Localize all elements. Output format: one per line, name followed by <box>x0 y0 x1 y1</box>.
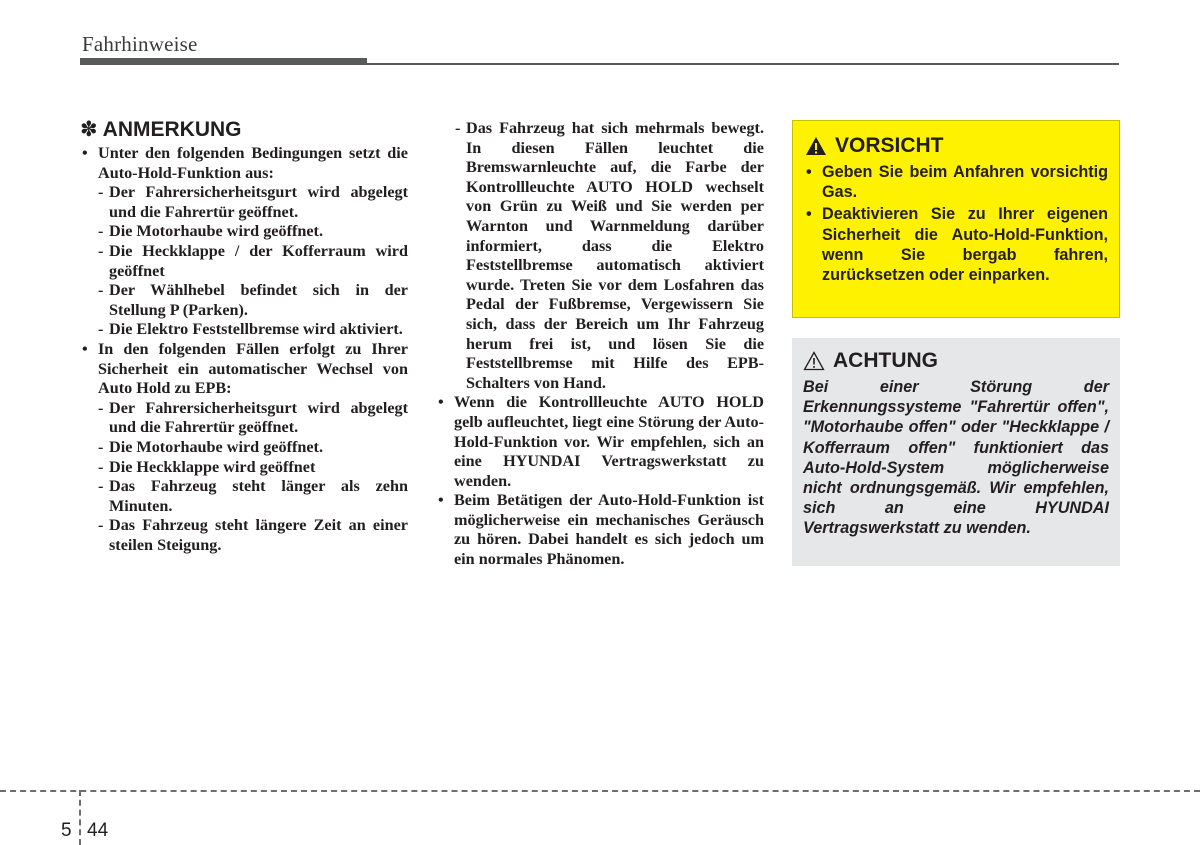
caution-box <box>792 120 1120 318</box>
note-sub-item: - Die Heckklappe wird geöffnet <box>80 458 408 478</box>
note-column-left <box>80 118 408 555</box>
warning-triangle-outline-icon <box>803 351 825 371</box>
warning-triangle-icon <box>805 136 827 156</box>
page-number: 44 <box>87 820 109 841</box>
chapter-number: 5 <box>61 820 72 841</box>
warning-heading-label: ACHTUNG <box>833 349 938 372</box>
footer-divider <box>0 790 1200 792</box>
note-sub-item: - Die Motorhaube wird geöffnet. <box>80 438 408 458</box>
warning-heading <box>803 348 1109 374</box>
note-sub-item: - Der Fahrersicherheitsgurt wird abgelegt und die Fahrertür geöffnet. <box>80 399 408 438</box>
page-header-title: Fahrhinweise <box>82 32 198 56</box>
note-bullet-1: • Unter den folgenden Bedingungen setzt die Auto-Hold-Funktion aus: <box>80 144 408 183</box>
note-sub-item: - Der Wählhebel befindet sich in der Stellung P (Parken). <box>80 281 408 320</box>
warning-text: Bei einer Störung der Erkennungssysteme "Fahrertür offen", "Motorhaube offen" oder "Heckklappe / Kofferraum offen" funktioniert das Auto-Hold-System möglicherweise nicht ordnungsgemäß. Wir empfehlen, sich an eine HYUNDAI Vertragswerkstatt zu wenden. <box>803 378 1109 538</box>
note-column-middle <box>436 119 764 570</box>
caution-item: • Geben Sie beim Anfahren vorsichtig Gas. <box>805 162 1108 202</box>
note-heading: ✽ ANMERKUNG <box>80 118 242 141</box>
note-sub-item: - Das Fahrzeug steht längere Zeit an einer steilen Steigung. <box>80 516 408 555</box>
note-sub-item: - Die Motorhaube wird geöffnet. <box>80 222 408 242</box>
note-sub-item: - Die Heckklappe / der Kofferraum wird geöffnet <box>80 242 408 281</box>
note-bullet-3: • Wenn die Kontrollleuchte AUTO HOLD gelb aufleuchtet, liegt eine Störung der Auto-Hold-Funktion vor. Wir empfehlen, sich an eine HYUNDAI Vertragswerkstatt zu wenden. <box>436 393 764 491</box>
header-rule-thin <box>367 63 1119 65</box>
caution-item: • Deaktivieren Sie zu Ihrer eigenen Sicherheit die Auto-Hold-Funktion, wenn Sie bergab fahren, zurücksetzen oder einparken. <box>805 204 1108 285</box>
footer-vertical-divider <box>79 790 81 845</box>
note-sub-item: - Der Fahrersicherheitsgurt wird abgelegt und die Fahrertür geöffnet. <box>80 183 408 222</box>
note-sub-item: - Die Elektro Feststellbremse wird aktiviert. <box>80 320 408 340</box>
note-sub-item: - Das Fahrzeug hat sich mehrmals bewegt. In diesen Fällen leuchtet die Bremswarnleuchte auf, die Farbe der Kontrollleuchte AUTO HOLD wechselt von Grün zu Weiß und Sie werden per Warnton und Warnmeldung darüber informiert, dass die Elektro Feststellbremse automatisch aktiviert wurde. Treten Sie vor dem Losfahren das Pedal der Fußbremse, Vergewissern Sie sich, dass der Bereich um Ihr Fahrzeug herum frei ist, und lösen Sie die Feststellbremse mit Hilfe des EPB-Schalters von Hand. <box>436 119 764 393</box>
caution-heading <box>805 133 1108 159</box>
header-rule-thick <box>80 58 367 65</box>
warning-box <box>792 338 1120 566</box>
note-bullet-4: • Beim Betätigen der Auto-Hold-Funktion ist möglicherweise ein mechanisches Geräusch zu hören. Dabei handelt es sich jedoch um ein normales Phänomen. <box>436 491 764 569</box>
caution-heading-label: VORSICHT <box>835 134 944 157</box>
note-sub-item: - Das Fahrzeug steht länger als zehn Minuten. <box>80 477 408 516</box>
note-bullet-2: • In den folgenden Fällen erfolgt zu Ihrer Sicherheit ein automatischer Wechsel von Auto Hold zu EPB: <box>80 340 408 399</box>
